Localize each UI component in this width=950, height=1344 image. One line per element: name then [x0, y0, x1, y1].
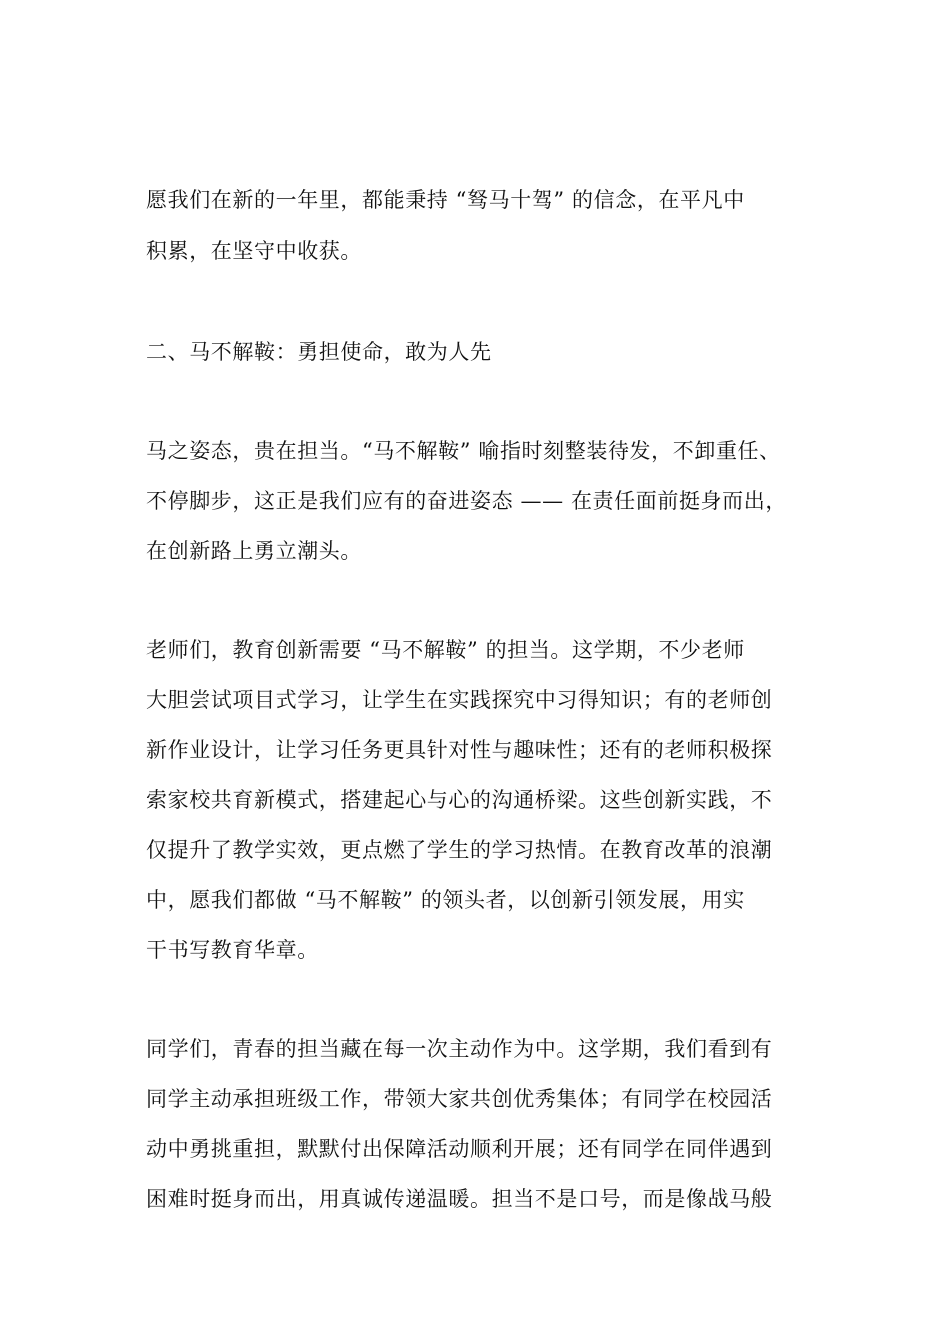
paragraph-line: 大胆尝试项目式学习，让学生在实践探究中习得知识；有的老师创	[146, 688, 773, 712]
paragraph-line: 不停脚步，这正是我们应有的奋进姿态 —— 在责任面前挺身而出，	[146, 489, 787, 513]
paragraph-line: 中，愿我们都做 “马不解鞍” 的领头者，以创新引领发展，用实	[146, 888, 745, 912]
paragraph-line: 动中勇挑重担，默默付出保障活动顺利开展；还有同学在同伴遇到	[146, 1137, 773, 1161]
paragraph-line: 仅提升了教学实效，更点燃了学生的学习热情。在教育改革的浪潮	[146, 838, 773, 862]
paragraph-line: 马之姿态，贵在担当。“马不解鞍” 喻指时刻整装待发，不卸重任、	[146, 439, 781, 463]
paragraph-line: 新作业设计，让学习任务更具针对性与趣味性；还有的老师积极探	[146, 738, 773, 762]
paragraph-line: 索家校共育新模式，搭建起心与心的沟通桥梁。这些创新实践，不	[146, 788, 773, 812]
paragraph-line: 愿我们在新的一年里，都能秉持 “驽马十驾” 的信念，在平凡中	[146, 188, 745, 212]
paragraph-line: 同学们，青春的担当藏在每一次主动作为中。这学期，我们看到有	[146, 1037, 773, 1061]
paragraph-line: 积累，在坚守中收获。	[146, 239, 362, 263]
paragraph-line: 干书写教育华章。	[146, 938, 319, 962]
paragraph-line: 困难时挺身而出，用真诚传递温暖。担当不是口号，而是像战马般	[146, 1187, 773, 1211]
paragraph-line: 同学主动承担班级工作，带领大家共创优秀集体；有同学在校园活	[146, 1087, 773, 1111]
paragraph-line: 在创新路上勇立潮头。	[146, 539, 362, 563]
section-heading: 二、马不解鞍：勇担使命，敢为人先	[146, 340, 492, 364]
paragraph-line: 老师们，教育创新需要 “马不解鞍” 的担当。这学期，不少老师	[146, 638, 745, 662]
